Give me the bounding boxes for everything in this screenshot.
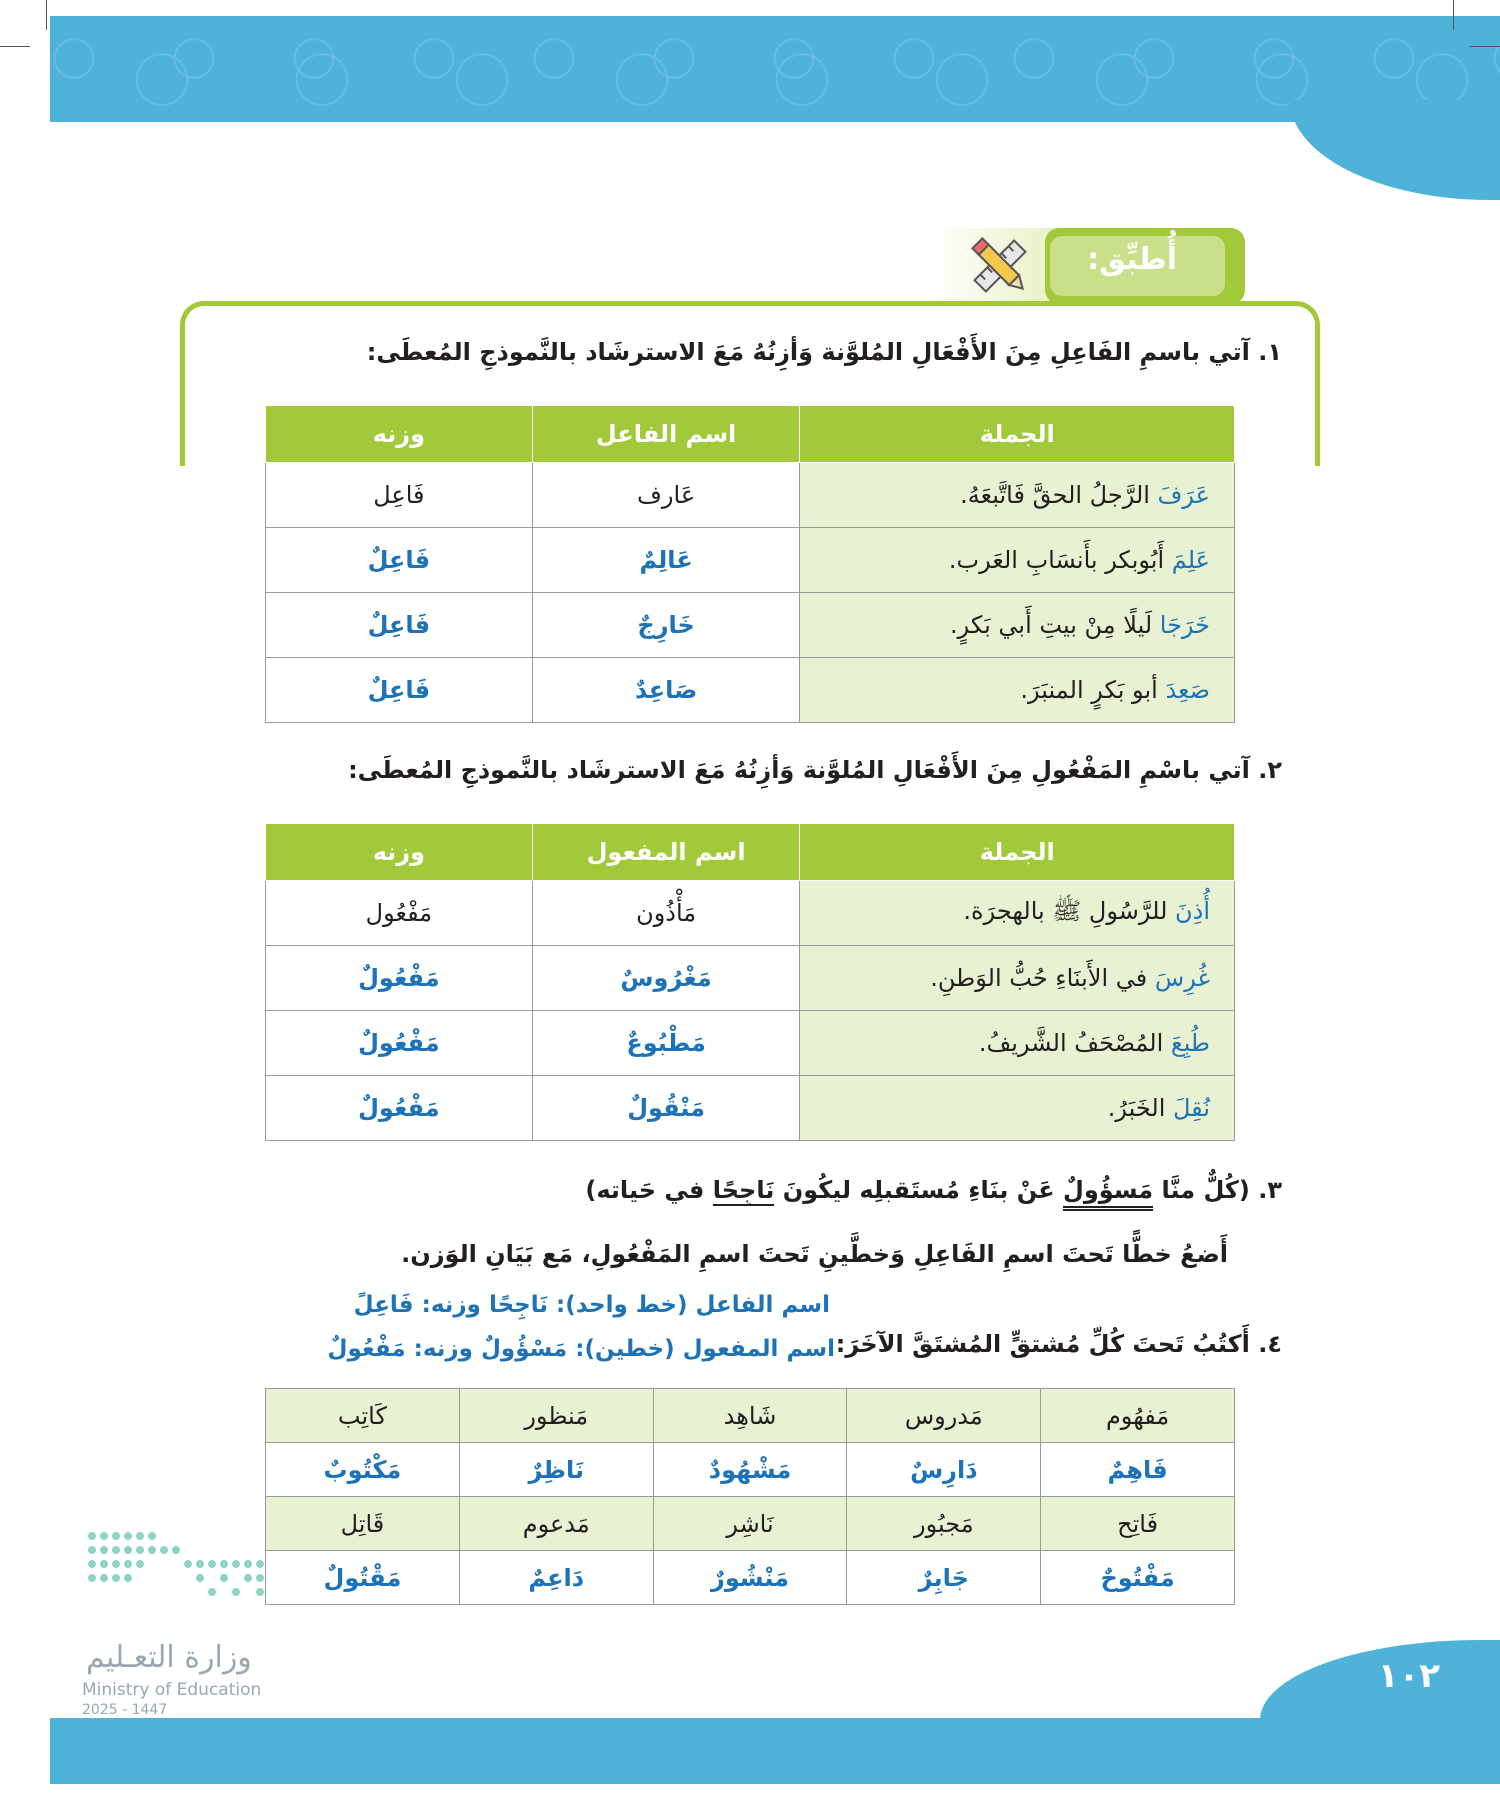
grid-cell: مَدروس [847, 1389, 1041, 1443]
grid-cell: شَاهِد [653, 1389, 847, 1443]
answer-cell: صَاعِدٌ [532, 658, 800, 723]
answer-cell: فَاعِلٌ [266, 658, 533, 723]
sentence-cell: أُذِنَ للرَّسُولِ ﷺ بالهجرَة. [800, 881, 1235, 946]
question-1: ١. آتي باسمِ الفَاعِلِ مِنَ الأَفْعَالِ المُلوَّنة وَأزِنُهُ مَعَ الاسترشَاد بالنَّموذجِ المُعطَى: [366, 338, 1282, 366]
table-row [266, 1011, 1235, 1076]
answer-cell: مَنْقُولٌ [532, 1076, 800, 1141]
footer-band [50, 1718, 1500, 1784]
grid-cell: مَدعوم [459, 1497, 653, 1551]
table-row [266, 1443, 1235, 1497]
crop-mark [1470, 46, 1500, 47]
page-number: ١٠٢ [1377, 1656, 1440, 1696]
answer-cell: فَاهِمٌ [1041, 1443, 1235, 1497]
grid-cell: فَاتِح [1041, 1497, 1235, 1551]
answer-cell: مَفْعُولٌ [266, 946, 533, 1011]
section-tab [930, 228, 1245, 304]
ministry-name-arabic: وزارة التعـليم [86, 1640, 252, 1675]
answer-cell: مَطْبُوعٌ [532, 1011, 800, 1076]
crop-mark [46, 0, 47, 30]
question-3-answer: اسم الفاعل (خط واحد): نَاجِحًا وزنه: فَاعِلً [353, 1292, 830, 1318]
answer-cell: عَالِمٌ [532, 528, 800, 593]
answer-cell: مَقْتُولٌ [266, 1551, 460, 1605]
grid-cell: مَفهُوم [1041, 1389, 1235, 1443]
weight-cell: مَفْعُول [266, 881, 533, 946]
question-2: ٢. آتي باسْمِ المَفْعُولِ مِنَ الأَفْعَالِ المُلوَّنة وَأزِنُهُ مَعَ الاسترشَاد بالنَّموذجِ المُعطَى: [348, 756, 1282, 784]
pencil-ruler-icon [960, 228, 1040, 304]
answer-cell: مَفْتُوحٌ [1041, 1551, 1235, 1605]
q1-header-noun: اسم الفاعل [532, 406, 800, 463]
table-row [266, 1389, 1235, 1443]
answer-cell: مَفْعُولٌ [266, 1011, 533, 1076]
crop-mark [0, 46, 30, 47]
answer-cell: فَاعِلٌ [266, 593, 533, 658]
table-row [266, 1497, 1235, 1551]
question-3-instruction: أَضعُ خطًّا تَحتَ اسمِ الفَاعِلِ وَخطَّينِ تَحتَ اسمِ المَفْعُولِ، مَع بَيَانِ الوَزن. [401, 1240, 1228, 1268]
table-row [266, 946, 1235, 1011]
sentence-cell: عَلِمَ أَبُوبكر بأَنسَابِ العَرب. [800, 528, 1235, 593]
question-4: ٤. أَكتُبُ تَحتَ كُلِّ مُشتقٍّ المُشتَقَّ الآخَرَ: [835, 1330, 1282, 1358]
question-3-quote: ٣. (كُلٌّ منَّا مَسؤُولٌ عَنْ بنَاءِ مُستَقبلِه ليكُونَ نَاجِحًا في حَياته) [585, 1176, 1282, 1204]
grid-cell: مَنظور [459, 1389, 653, 1443]
q1-header-weight: وزنه [266, 406, 533, 463]
weight-cell: فَاعِل [266, 463, 533, 528]
header-curve [1290, 100, 1500, 200]
table-row [266, 463, 1235, 528]
table-row [266, 528, 1235, 593]
answer-cell: نَاظِرٌ [459, 1443, 653, 1497]
table-row [266, 593, 1235, 658]
grid-cell: مَجبُور [847, 1497, 1041, 1551]
answer-cell: مَكْتُوبٌ [266, 1443, 460, 1497]
underlined-word: نَاجِحًا [712, 1176, 775, 1204]
section-title: أُطبِّق: [1087, 242, 1177, 277]
sentence-cell: نُقِلَ الخَبَرُ. [800, 1076, 1235, 1141]
q4-grid [265, 1388, 1235, 1605]
q1-table [265, 405, 1235, 723]
answer-cell: مَشْهُودٌ [653, 1443, 847, 1497]
answer-cell: مَغْرُوسٌ [532, 946, 800, 1011]
double-underlined-word: مَسؤُولٌ [1063, 1176, 1153, 1211]
q2-header-sentence: الجملة [800, 824, 1235, 881]
noun-cell: عَارف [532, 463, 800, 528]
q2-header-noun: اسم المفعول [532, 824, 800, 881]
answer-cell: دَارِسٌ [847, 1443, 1041, 1497]
q2-header-weight: وزنه [266, 824, 533, 881]
answer-cell: جَابِرٌ [847, 1551, 1041, 1605]
edition-year: 2025 - 1447 [82, 1702, 168, 1718]
header-pattern [50, 16, 1500, 122]
sentence-cell: عَرَفَ الرَّجلُ الحقَّ فَاتَّبعَهُ. [800, 463, 1235, 528]
table-row [266, 658, 1235, 723]
answer-cell: مَفْعُولٌ [266, 1076, 533, 1141]
q2-table [265, 823, 1235, 1141]
sentence-cell: خَرَجَا لَيلًا مِنْ بيتِ أَبي بَكرٍ. [800, 593, 1235, 658]
q1-header-sentence: الجملة [800, 406, 1235, 463]
answer-cell: فَاعِلٌ [266, 528, 533, 593]
sentence-cell: غُرِسَ في الأَبنَاءِ حُبُّ الوَطنِ. [800, 946, 1235, 1011]
answer-cell: دَاعِمٌ [459, 1551, 653, 1605]
sentence-cell: طُبِعَ المُصْحَفُ الشَّريفُ. [800, 1011, 1235, 1076]
grid-cell: نَاشِر [653, 1497, 847, 1551]
table-row [266, 1076, 1235, 1141]
ministry-logo-icon [84, 1528, 268, 1598]
answer-cell: مَنْشُورٌ [653, 1551, 847, 1605]
table-row [266, 1551, 1235, 1605]
table-row [266, 881, 1235, 946]
answer-cell: خَارِجٌ [532, 593, 800, 658]
grid-cell: كَاتِب [266, 1389, 460, 1443]
noun-cell: مَأْذُون [532, 881, 800, 946]
question-4-answer: اسم المفعول (خطين): مَسْؤُولٌ وزنه: مَفْعُولٌ [327, 1336, 835, 1362]
sentence-cell: صَعِدَ أبو بَكرٍ المنبَرَ. [800, 658, 1235, 723]
ministry-name-english: Ministry of Education [82, 1680, 262, 1700]
crop-mark [1453, 0, 1454, 30]
grid-cell: قَاتِل [266, 1497, 460, 1551]
